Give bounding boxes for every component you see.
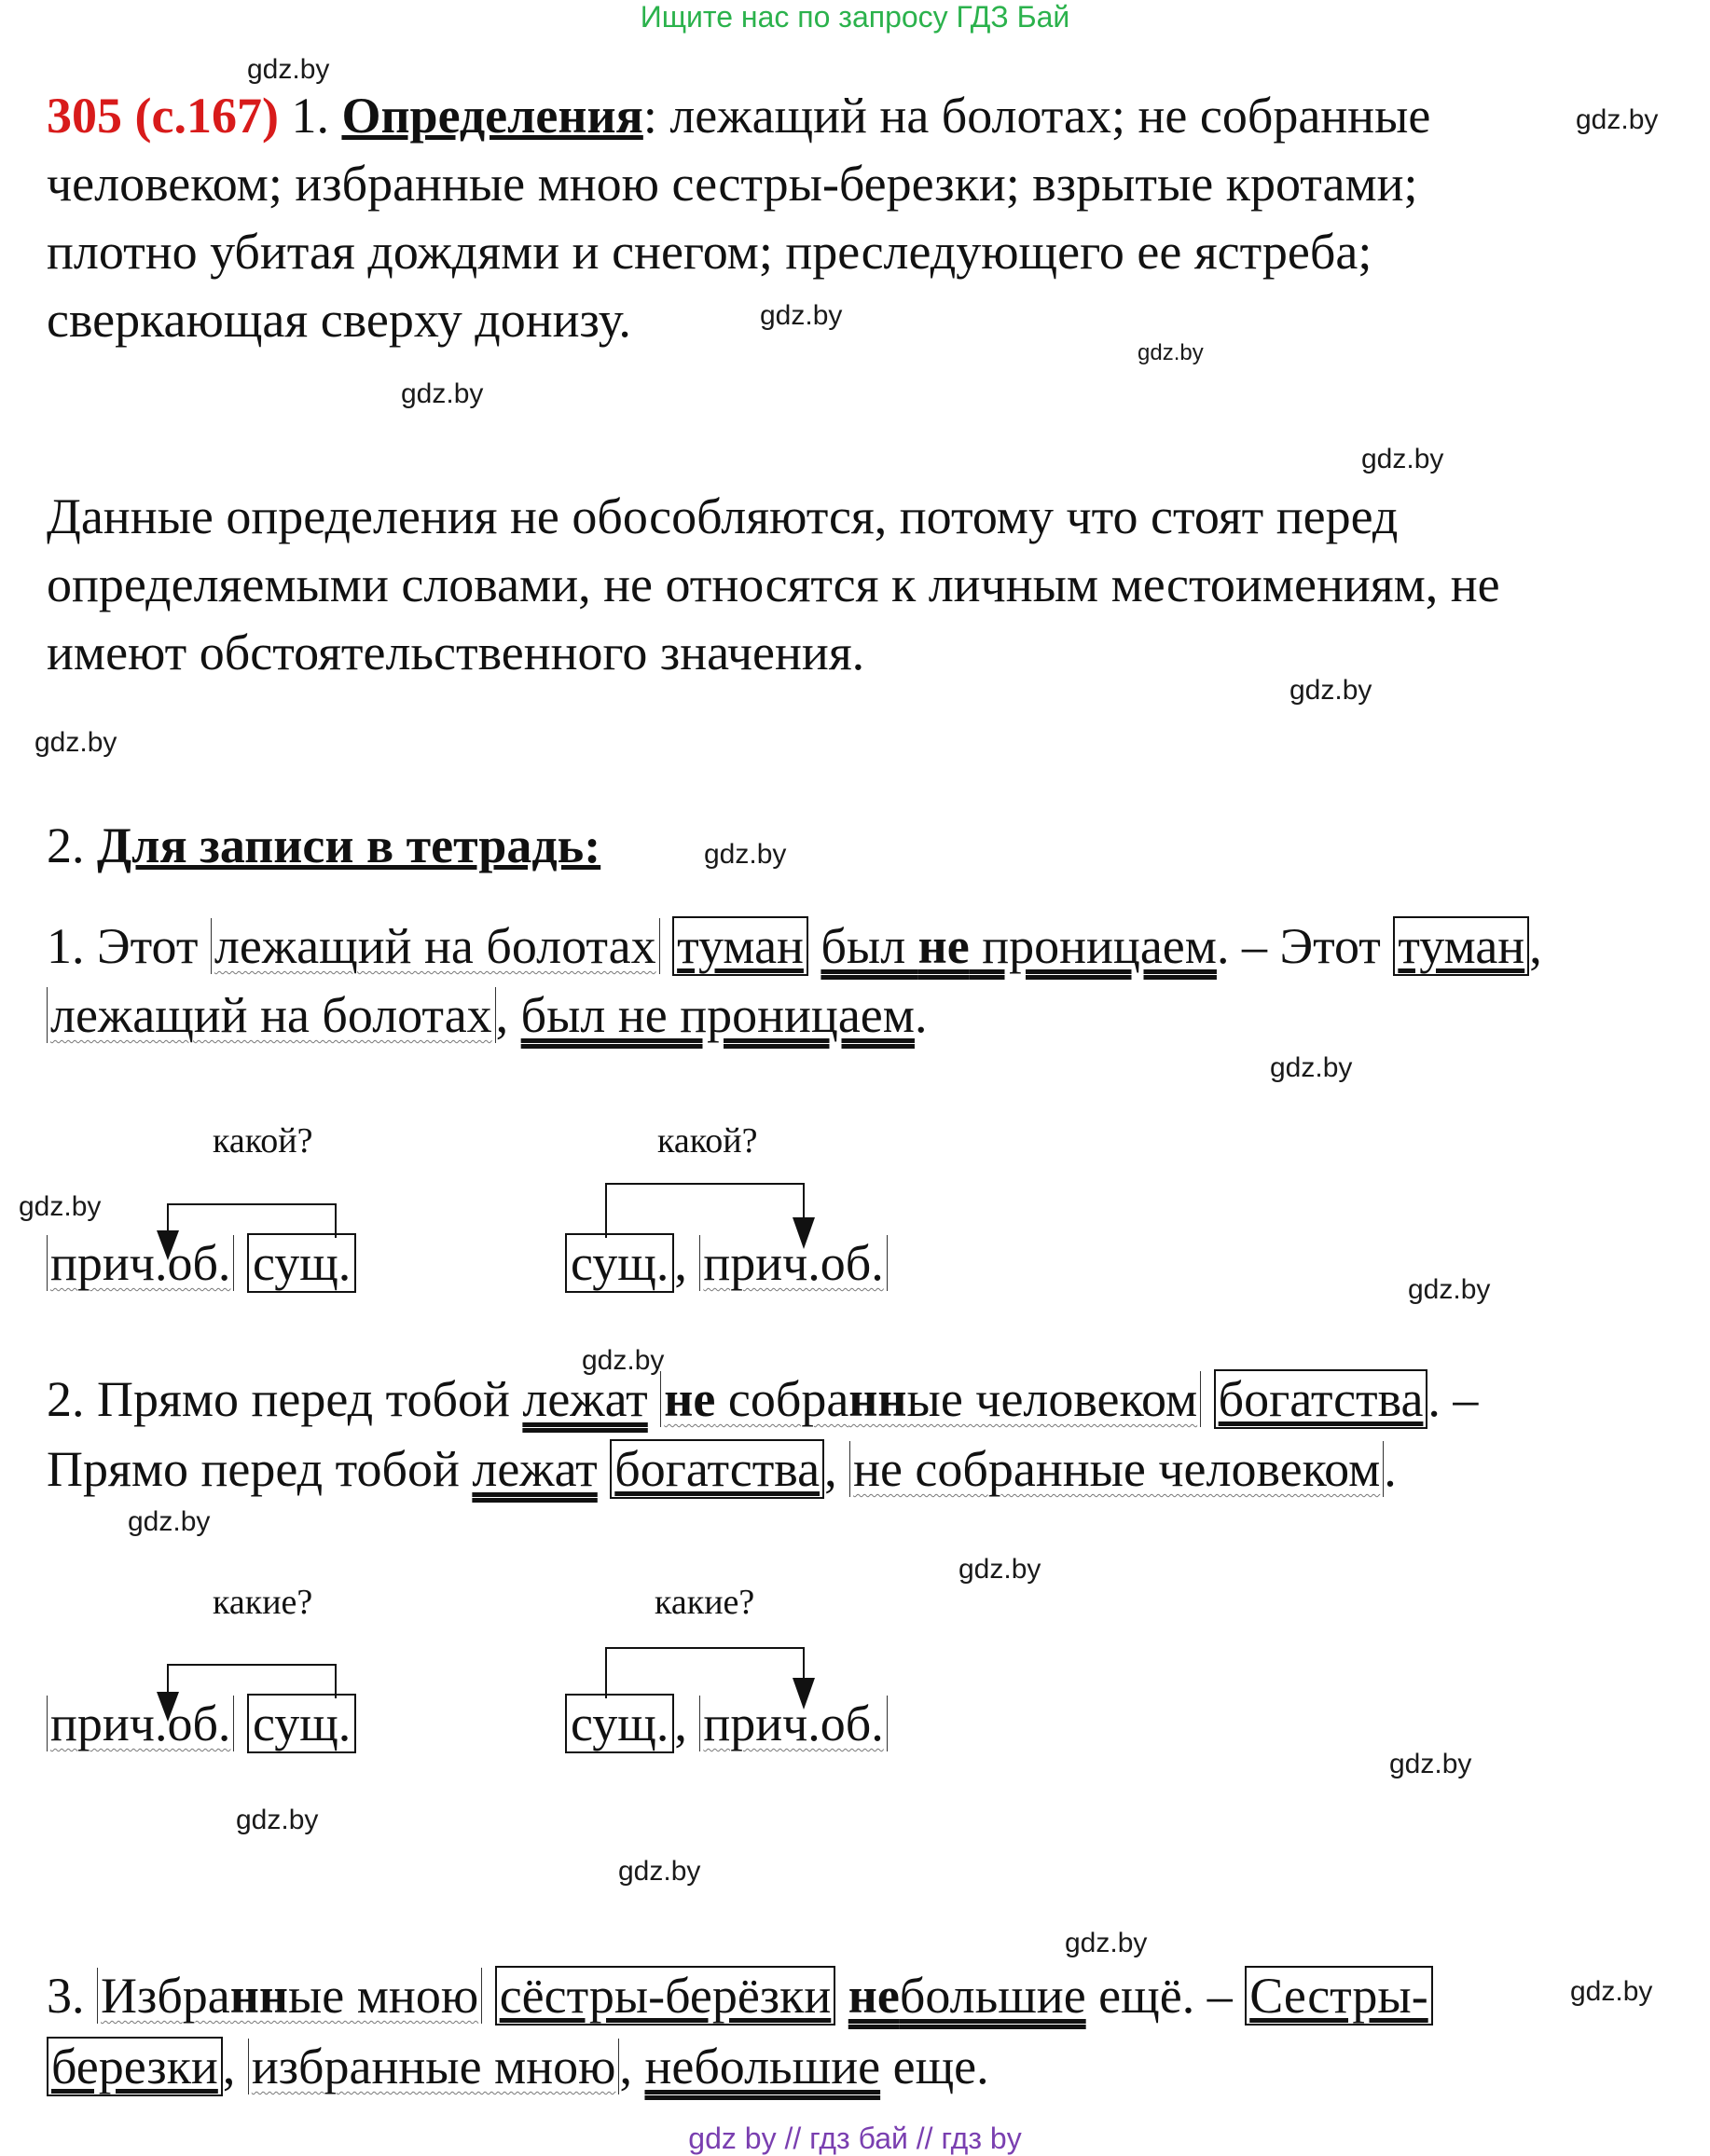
- subject: богатства: [1214, 1369, 1428, 1429]
- subject: сёстры-берёзки: [495, 1966, 836, 2026]
- sentence-text: 3.: [47, 1968, 97, 2024]
- participial-phrase: [660, 1371, 1201, 1427]
- watermark: gdz.by: [582, 1345, 665, 1376]
- question-label: какой?: [657, 1121, 758, 1160]
- scheme-connector: [606, 1648, 804, 1698]
- question-label: какой?: [213, 1121, 313, 1160]
- punctuation: ,: [674, 1235, 687, 1291]
- predicate: небольшие: [644, 2039, 881, 2094]
- subject: Сестры-: [1245, 1966, 1432, 2026]
- predicate: лежат: [522, 1371, 648, 1427]
- watermark: gdz.by: [19, 1191, 102, 1222]
- sentence-text: еще.: [880, 2039, 989, 2094]
- section-title: Для записи в тетрадь:: [97, 817, 601, 873]
- predicate: лежат: [472, 1441, 598, 1497]
- scheme-2-right: [565, 1695, 888, 1752]
- question-label: какие?: [655, 1583, 755, 1622]
- punctuation: ,: [1529, 918, 1542, 974]
- punctuation: ,: [495, 987, 521, 1043]
- watermark: gdz.by: [1389, 1749, 1472, 1779]
- predicate: был не проницаем: [520, 987, 915, 1043]
- scheme-connector: [606, 1184, 804, 1238]
- predicate-part: проницаем: [969, 918, 1217, 974]
- watermark: gdz.by: [1361, 444, 1444, 474]
- punctuation: ,: [222, 2039, 248, 2094]
- watermark: gdz.by: [1576, 104, 1659, 135]
- top-banner: Ищите нас по запросу ГДЗ Бай: [640, 0, 1070, 34]
- explanation-line: Данные определения не обособляются, потому что стоят перед: [47, 488, 1399, 544]
- explanation-line: определяемыми словами, не относятся к личным местоимениям, не: [47, 556, 1500, 612]
- watermark: gdz.by: [401, 378, 484, 409]
- scheme-2-left: [47, 1695, 356, 1752]
- scheme-participle: прич.об.: [47, 1235, 234, 1291]
- watermark: gdz.by: [958, 1554, 1041, 1585]
- task-number: 305 (с.167): [47, 88, 279, 144]
- scheme-noun: сущ.: [565, 1694, 674, 1753]
- sentence-text: ещё. –: [1085, 1968, 1246, 2024]
- scheme-participle: прич.об.: [699, 1696, 887, 1751]
- task-text: сверкающая сверху донизу.: [47, 292, 631, 348]
- participial-phrase: [97, 1968, 482, 2024]
- subject: туман: [672, 916, 808, 976]
- sentence-text: . –: [1427, 1371, 1479, 1427]
- predicate-part: не: [917, 918, 970, 974]
- scheme-1-left: [47, 1234, 356, 1292]
- item-number: 1.: [291, 88, 329, 144]
- explanation-line: имеют обстоятельственного значения.: [47, 625, 865, 680]
- punctuation: ,: [674, 1696, 687, 1751]
- watermark: gdz.by: [1270, 1052, 1353, 1083]
- sentence-text: 1. Этот: [47, 918, 211, 974]
- def-part: нн: [848, 1371, 907, 1427]
- watermark: gdz.by: [618, 1856, 701, 1887]
- participial-phrase: лежащий на болотах: [47, 987, 496, 1043]
- scheme-participle: прич.об.: [47, 1696, 234, 1751]
- scheme-1-right: [565, 1234, 888, 1292]
- question-label: какие?: [213, 1583, 313, 1622]
- watermark: gdz.by: [34, 727, 117, 758]
- watermark: gdz.by: [1065, 1928, 1148, 1958]
- sentence-2-line-1: [47, 1370, 1478, 1428]
- def-part: собра: [715, 1371, 849, 1427]
- watermark: gdz.by: [1408, 1274, 1491, 1305]
- subject: туман: [1393, 916, 1529, 976]
- def-part: нн: [229, 1968, 289, 2024]
- punctuation: .: [1384, 1441, 1397, 1497]
- watermark: gdz.by: [1138, 340, 1204, 365]
- sentence-3-line-2: [47, 2038, 989, 2095]
- watermark: gdz.by: [1289, 675, 1372, 706]
- sentence-text: 2. Прямо перед тобой: [47, 1371, 523, 1427]
- section-title: Определения: [341, 88, 643, 144]
- task-text: : лежащий на болотах; не собранные: [642, 88, 1431, 144]
- bottom-banner: gdz by // гдз бай // гдз by: [688, 2122, 1022, 2155]
- punctuation: .: [914, 987, 928, 1043]
- participial-phrase: лежащий на болотах: [211, 918, 660, 974]
- def-part: ые мною: [288, 1968, 479, 2024]
- subject: богатства: [610, 1439, 824, 1499]
- watermark: gdz.by: [760, 300, 843, 331]
- predicate-part: был: [821, 918, 918, 974]
- punctuation: ,: [824, 1441, 850, 1497]
- def-part: Избра: [101, 1968, 230, 2024]
- watermark: gdz.by: [1570, 1976, 1653, 2007]
- item-number: 2.: [47, 817, 85, 873]
- predicate-part: большие: [899, 1968, 1086, 2024]
- watermark: gdz.by: [704, 839, 787, 870]
- punctuation: ,: [619, 2039, 645, 2094]
- scheme-noun: сущ.: [247, 1694, 356, 1753]
- subject: березки: [47, 2037, 223, 2096]
- watermark: gdz.by: [128, 1506, 211, 1537]
- scheme-noun: сущ.: [247, 1233, 356, 1293]
- predicate-part: не: [848, 1968, 900, 2024]
- sentence-text: Прямо перед тобой: [47, 1441, 473, 1497]
- predicate: [848, 1968, 1086, 2024]
- def-part: ые человеком: [906, 1371, 1198, 1427]
- scheme-participle: прич.об.: [699, 1235, 887, 1291]
- participial-phrase: не собранные человеком: [849, 1441, 1384, 1497]
- watermark: gdz.by: [236, 1805, 319, 1835]
- scheme-noun: сущ.: [565, 1233, 674, 1293]
- def-part: не: [664, 1371, 716, 1427]
- participial-phrase: избранные мною: [248, 2039, 620, 2094]
- task-text: плотно убитая дождями и снегом; преследующего ее ястреба;: [47, 224, 1372, 280]
- task-text: человеком; избранные мною сестры-березки; взрытые кротами;: [47, 156, 1418, 212]
- sentence-3-line-1: [47, 1967, 1433, 2025]
- watermark: gdz.by: [247, 54, 330, 85]
- sentence-2-line-2: [47, 1440, 1397, 1498]
- sentence-text: . – Этот: [1216, 918, 1394, 974]
